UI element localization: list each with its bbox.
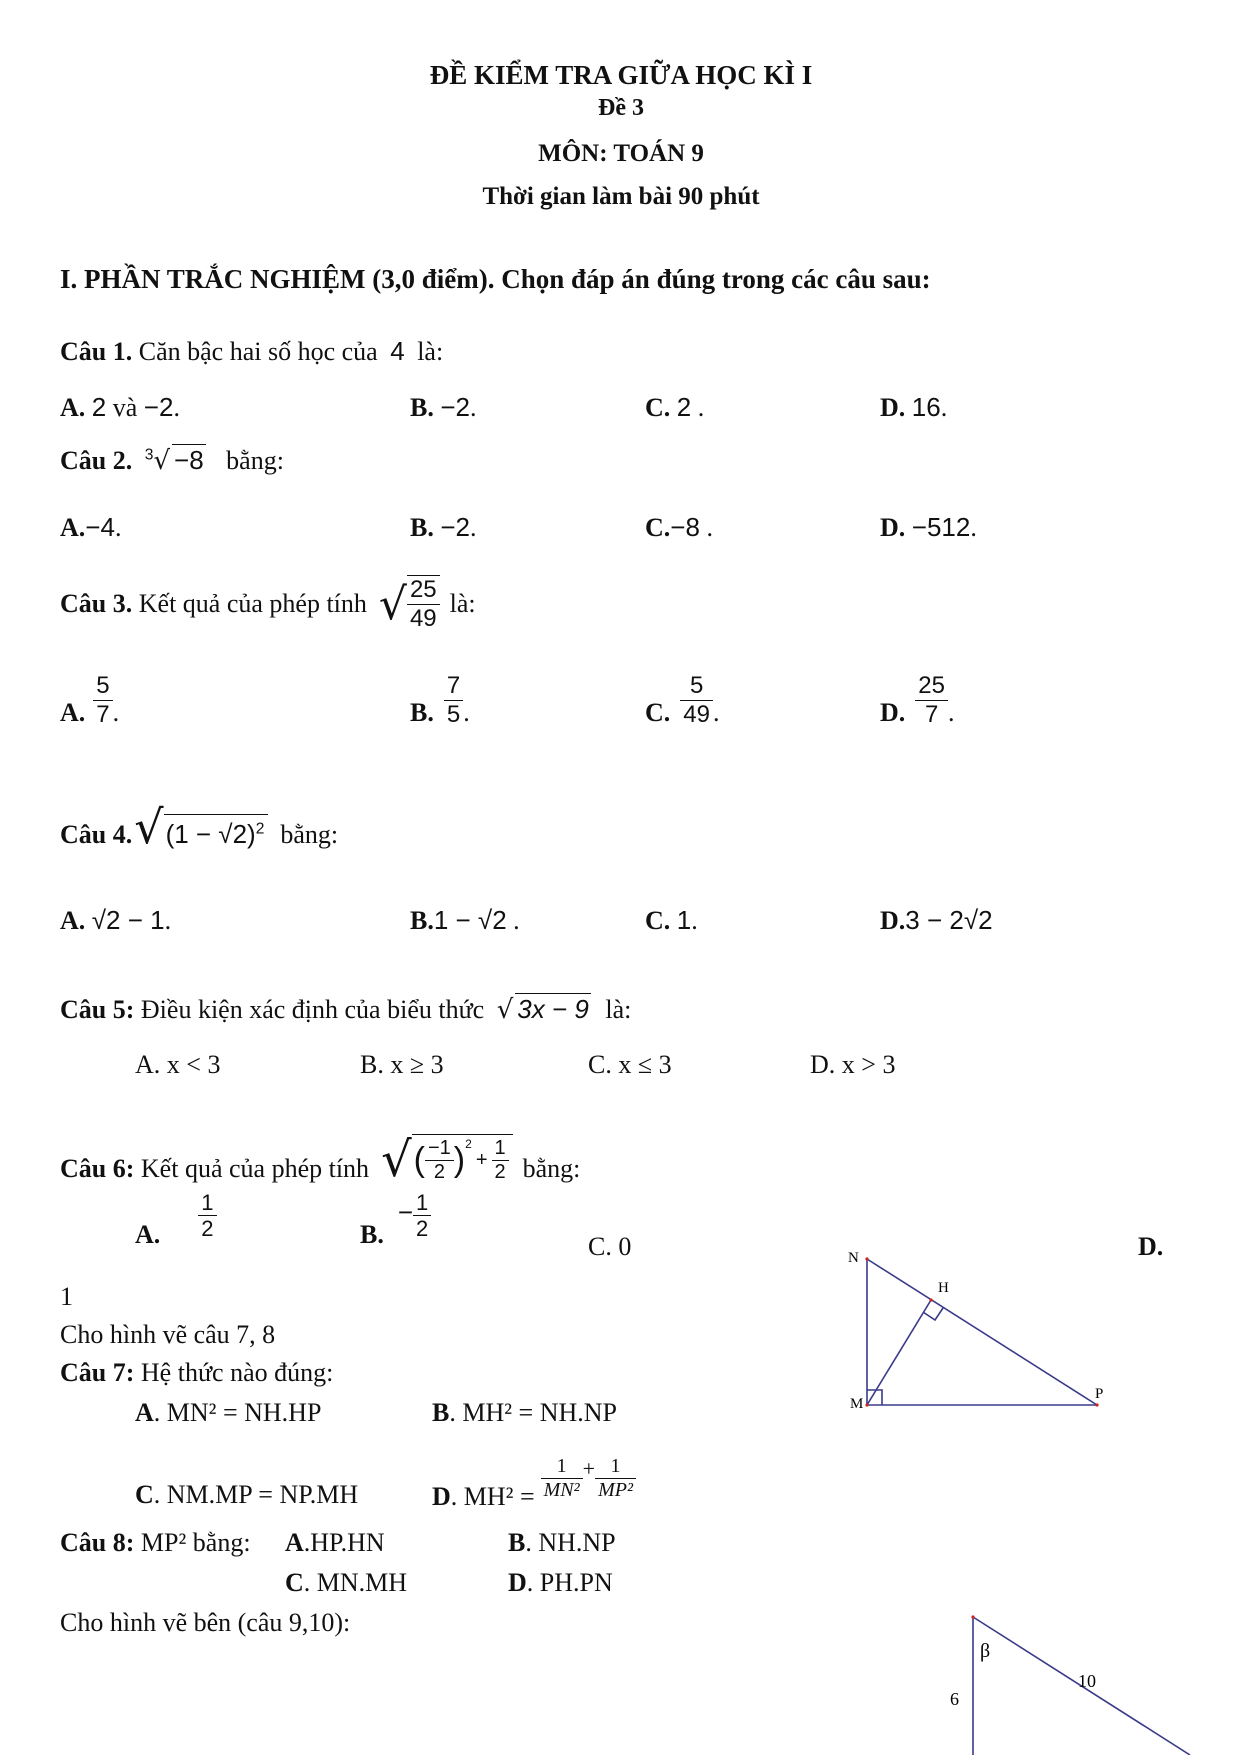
section-heading: I. PHẦN TRẮC NGHIỆM (3,0 điểm). Chọn đáp án đúng trong các câu sau: (60, 264, 931, 294)
fraction-denominator: 5 (446, 700, 461, 728)
angle-label-beta: β (980, 1640, 991, 1662)
fraction-denominator: 7 (96, 700, 110, 728)
plus-sign: + (475, 1149, 488, 1171)
segment-np (867, 1259, 1097, 1405)
fraction-denominator: MN² (543, 1479, 580, 1501)
q3-option-b[interactable] (410, 672, 470, 728)
q4-option-d[interactable] (880, 905, 993, 936)
option-text: . (712, 698, 720, 728)
option-text: . (112, 698, 120, 728)
sqrt-expression: √ $(1 - √2)^2$ (134, 804, 268, 850)
option-label: B (432, 1398, 450, 1427)
question-text: Điều kiện xác định của biểu thức (140, 995, 485, 1024)
option-text: . (947, 698, 955, 728)
option-label: C. (645, 393, 671, 422)
exam-subject: MÔN: TOÁN 9 (538, 140, 704, 167)
q4-option-c[interactable] (645, 905, 698, 936)
root-index: 3 (144, 446, 154, 464)
question-3 (60, 559, 476, 649)
question-text: là: (605, 995, 632, 1024)
math-value: 3 − 2√2 (905, 905, 993, 935)
question-label: Câu 8: (60, 1528, 135, 1557)
exponent: 2 (465, 1137, 472, 1151)
option-text: . (173, 393, 180, 422)
q6-option-d-value: 1 (60, 1282, 73, 1311)
fraction-numerator: 25 (407, 576, 440, 605)
question-text: là: (449, 589, 476, 618)
option-text: . (697, 393, 705, 422)
fraction-denominator: 2 (201, 1216, 214, 1242)
question-text: Kết quả của phép tính (138, 589, 367, 618)
option-label: D. (880, 698, 906, 728)
option-label: A. (60, 513, 86, 542)
question-label: Câu 1. (60, 337, 133, 366)
question-2 (60, 444, 284, 476)
q3-option-d[interactable] (880, 672, 954, 728)
option-label: C. (645, 698, 671, 728)
fraction-denominator: 49 (683, 700, 710, 728)
question-7 (60, 1358, 333, 1388)
q8-option-b[interactable] (508, 1528, 616, 1558)
sqrt-expression: √ 3x − 9 (496, 994, 589, 1025)
q6-option-d[interactable]: D. (1138, 1232, 1164, 1261)
fraction-numerator: 1 (413, 1190, 431, 1216)
option-label: A. (60, 906, 86, 935)
fraction-numerator: 5 (680, 672, 713, 701)
option-label: A. (60, 393, 86, 422)
option-label: C (135, 1480, 154, 1509)
vertex-label-h: H (938, 1280, 949, 1296)
minus-sign: − (397, 1196, 414, 1227)
option-text: . (706, 513, 713, 542)
option-text: . (691, 906, 698, 935)
sqrt-expression: √ ( $\frac{-1}{2}$ ) $^2$ + $\frac{1}{2}$ (381, 1134, 513, 1184)
side-label-6: 6 (950, 1689, 959, 1709)
side-label-10: 10 (1078, 1671, 1096, 1691)
q1-option-a[interactable] (60, 392, 180, 423)
plus-sign: + (582, 1456, 596, 1481)
option-text: . (470, 513, 477, 542)
math-value: −4 (85, 512, 115, 542)
right-angle-mark-h (923, 1308, 943, 1320)
option-text: . MH² = NH.NP (449, 1398, 617, 1427)
sqrt-fraction: √ $\frac{25}{49}$ (379, 575, 440, 632)
fraction-denominator: 2 (494, 1161, 506, 1183)
option-text: . (940, 393, 948, 422)
option-text: . (513, 906, 520, 935)
option-text: . MN² = NH.HP (153, 1398, 322, 1427)
figure-note-1: Cho hình vẽ câu 7, 8 (60, 1320, 276, 1349)
option-label: A (285, 1528, 304, 1557)
triangle-figure-q9-10 (930, 1605, 1242, 1755)
math-value: 4 (390, 336, 405, 366)
option-label: C. (645, 513, 671, 542)
fraction-numerator: 7 (444, 672, 463, 701)
option-text: . MH² = (450, 1482, 535, 1511)
question-8 (60, 1528, 251, 1558)
option-text: . NH.NP (525, 1528, 616, 1557)
option-label: B (508, 1528, 526, 1557)
radicand: −8 (174, 445, 204, 475)
fraction-numerator: 25 (915, 672, 948, 701)
exponent: 2 (255, 820, 265, 838)
q1-option-b[interactable] (410, 392, 477, 423)
option-label: B. (410, 698, 434, 728)
fraction-denominator: MP² (598, 1479, 633, 1501)
q4-option-a[interactable] (60, 905, 171, 936)
question-label: Câu 3. (60, 589, 133, 618)
option-text: .HP.HN (303, 1528, 385, 1557)
exam-title: ĐỀ KIỂM TRA GIỮA HỌC KÌ I (429, 60, 813, 90)
vertex-label-n: N (848, 1250, 859, 1266)
radicand: 3x − 9 (517, 994, 589, 1024)
math-value: −2 (143, 392, 174, 422)
q2-option-c[interactable] (645, 512, 713, 543)
fraction-numerator: 1 (541, 1455, 583, 1479)
question-label: Câu 6: (60, 1154, 135, 1183)
option-label: A (135, 1398, 154, 1427)
option-label: A. (135, 1219, 161, 1249)
option-label: B. (410, 513, 434, 542)
math-value: 2 (91, 392, 107, 422)
q5-option-a[interactable]: A. x < 3 (135, 1050, 221, 1079)
question-label: Câu 5: (60, 995, 135, 1024)
option-label: D. (880, 906, 906, 935)
option-label: D (432, 1482, 451, 1511)
vertex-label-p: P (1095, 1386, 1104, 1402)
q6-option-a[interactable] (135, 1190, 217, 1250)
q7-option-a[interactable] (135, 1398, 321, 1428)
question-text: bằng: (226, 446, 284, 475)
math-value: −2 (440, 512, 470, 542)
q7-option-d[interactable] (432, 1442, 636, 1512)
option-text: . (114, 513, 122, 542)
option-text: . NM.MP = NP.MH (153, 1480, 359, 1509)
exam-time: Thời gian làm bài 90 phút (482, 183, 760, 210)
question-text: bằng: (522, 1154, 581, 1183)
math-value: 1 − √2 (433, 905, 507, 935)
question-4 (60, 780, 339, 854)
q6-option-c[interactable]: C. 0 (588, 1232, 632, 1261)
option-label: B. (410, 906, 434, 935)
fraction-denominator: 7 (924, 700, 939, 728)
q6-option-b[interactable] (360, 1190, 431, 1250)
question-5 (60, 993, 631, 1025)
option-text: . PH.PN (526, 1568, 613, 1597)
math-value: −2 (440, 392, 470, 422)
math-value: 1 (676, 905, 692, 935)
option-label: D. (880, 513, 906, 542)
option-label: D. (880, 393, 906, 422)
fraction-numerator: 1 (595, 1455, 636, 1479)
exam-number: Đề 3 (598, 95, 644, 121)
q3-option-a[interactable] (60, 672, 119, 728)
figure-note-2: Cho hình vẽ bên (câu 9,10): (60, 1608, 351, 1637)
option-label: C. (645, 906, 671, 935)
q8-option-c[interactable] (285, 1568, 407, 1598)
option-label: B. (360, 1219, 384, 1249)
question-6 (60, 1112, 581, 1188)
triangle-figure-mnp (840, 1250, 1120, 1420)
q1-option-d[interactable] (880, 392, 947, 423)
option-label: D (508, 1568, 527, 1597)
question-text: bằng: (280, 820, 339, 849)
q2-option-b[interactable] (410, 512, 477, 543)
fraction-numerator: 5 (93, 672, 112, 701)
fraction-denominator: 49 (409, 605, 437, 632)
math-value: 2 (676, 392, 692, 422)
math-value: √2 − 1 (91, 905, 165, 935)
option-label: B. (410, 393, 434, 422)
q8-option-a[interactable] (285, 1528, 385, 1558)
math-value: −8 (670, 512, 700, 542)
fraction-numerator: 1 (198, 1190, 216, 1216)
q7-option-c[interactable] (135, 1480, 358, 1510)
q1-option-c[interactable] (645, 392, 704, 423)
option-text: . MN.MH (303, 1568, 408, 1597)
option-text: . (164, 906, 172, 935)
question-text: MP² bằng: (140, 1528, 251, 1557)
q7-option-b[interactable] (432, 1398, 617, 1428)
question-label: Câu 4. (60, 820, 133, 849)
option-text: và (112, 393, 138, 422)
q2-option-a[interactable] (60, 512, 121, 543)
option-text: . (470, 393, 477, 422)
fraction-numerator: 1 (492, 1137, 509, 1161)
q8-option-d[interactable] (508, 1568, 613, 1598)
question-text: là: (417, 337, 444, 366)
question-label: Câu 7: (60, 1358, 135, 1387)
q5-option-d[interactable]: D. x > 3 (810, 1050, 896, 1079)
question-label: Câu 2. (60, 446, 133, 475)
q5-option-c[interactable]: C. x ≤ 3 (588, 1050, 672, 1079)
question-text: Căn bậc hai số học của (138, 337, 378, 366)
fraction-denominator: 2 (416, 1216, 429, 1242)
math-value: −512 (911, 512, 971, 542)
question-text: Kết quả của phép tính (140, 1154, 370, 1183)
question-text: Hệ thức nào đúng: (140, 1358, 334, 1387)
question-1 (60, 336, 443, 367)
q2-option-d[interactable] (880, 512, 977, 543)
vertex-label-m: M (850, 1396, 864, 1412)
option-text: . (970, 513, 977, 542)
cube-root: $^3$√ −8 (144, 445, 204, 476)
fraction-denominator: 2 (433, 1161, 445, 1183)
math-value: 16 (911, 392, 941, 422)
fraction-numerator: −1 (425, 1137, 454, 1161)
option-label: C (285, 1568, 304, 1597)
expression-inner: (1 − √2) (165, 819, 256, 849)
option-text: . (463, 698, 470, 728)
q4-option-b[interactable] (410, 905, 520, 936)
q3-option-c[interactable] (645, 672, 719, 728)
q5-option-b[interactable]: B. x ≥ 3 (360, 1050, 444, 1079)
option-label: A. (60, 698, 86, 728)
